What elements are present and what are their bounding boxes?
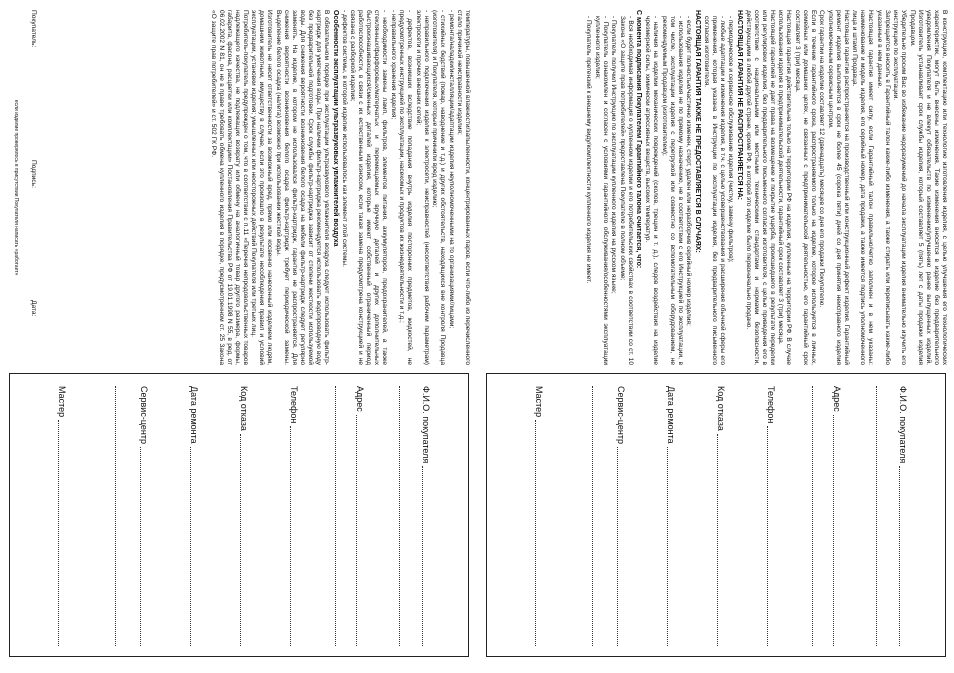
terms-paragraph: Настоящая гарантия действительна только на территории РФ на изделия, купленные на территории РФ. В случае использования изделия в предпринимательской деятельности, гарантийный срок составляет 3 (три) месяца.	[777, 10, 793, 365]
terms-paragraph: Если в течение гарантийного срока, распространяемого только на изделие, которое используется в личных, семейных или домашних целях, не связанных с предпринимательской деятельностью, его гарантийный срок составляет 3 (три) месяца.	[793, 10, 817, 365]
failure-code-label: Код отказа	[239, 386, 249, 431]
section-heading: С момента подписания Покупателем Гарантийного талона считается, что:	[635, 10, 643, 269]
notes-paragraph: Потребитель-покупатель предупрежден о том, что в соответствии с п.11 «Перечня непродовольственных товаров надлежащего качества, не подлежащих возврату или обмену на аналогичный товар другого размера, формы, габарита, фасона, расцветки или комплектации» Постановления Правительства РФ от 19.01.1998 N 55, в ред. от 06.02.2002 N 81, он не в праве требовать обмена купленного изделия в порядке, предусмотренном ст. 25 Закона «О защите прав потребителей» и ст. 502 ГК РФ.	[209, 10, 249, 365]
terms-paragraph: Настоящей гарантией не дает права на возмещение и покрытие ущерба, происшедшего в результате переделки или регулировки изделия, без предварительного письменного согласия изготовителя, с целью приведения его в соответствие с национальными или местными техническими стандартами и нормами безопасности, действующими в любой другой стране, кроме РФ, в которой это изделие было первоначально продано.	[744, 10, 776, 365]
notes-paragraph: - стихийных бедствий (пожар, наводнение и т.д.) и других обстоятельств, находящихся вне контроля Продавца (изготовителя) и Покупателя, которые причинили вред изделию;	[431, 10, 447, 365]
address-label: Адрес	[355, 386, 365, 412]
failure-code-field[interactable]	[238, 386, 278, 646]
buyer-name-field[interactable]	[420, 386, 460, 646]
notes-paragraph: Изготовитель не несет ответственности за возможный вред, прямо или косвенно нанесенный изделием людям, домашним животным, имуществу в случае, если это произошло в результате несоблюдения правил и условий эксплуатации, установки изделия; умышленных или неосторожных действий Покупателя или третьих лиц.	[250, 10, 274, 365]
warranty-section-1	[477, 0, 954, 673]
repair-record-form	[486, 373, 946, 657]
buyer-name-label: Ф.И.О. покупателя	[898, 386, 908, 464]
section-heading: НАСТОЯЩАЯ ГАРАНТИЯ ТАКЖЕ НЕ ПРЕДОСТАВЛЯЕТСЯ В СЛУЧАЯХ:	[693, 10, 701, 253]
phone-label: Телефон	[289, 386, 299, 424]
service-center-label: Сервис-центр	[616, 386, 626, 444]
address-field[interactable]	[354, 386, 394, 646]
notes-paragraph: - необходимости замены ламп, фильтров, элементов питания, аккумуляторов, предохранителей, а также стеклянных/фарфоровых/матерчатых и перемещаемых вручную деталей и других дополнительных быстроизнашивающихся/сменных деталей изделия, которые имеют собственный ограниченный период работоспособности, в связи с их естественным износом, если такая замена предусмотрена конструкцией и не связана с разборкой изделия;	[349, 10, 389, 365]
notes-paragraph: - ремонта/наладки/инсталляции/адаптации изделия неуполномоченными на то организациями/лицами;	[447, 10, 455, 329]
signature-label[interactable]: Подпись:	[30, 160, 37, 188]
buyer-signature-row	[23, 10, 37, 365]
master-label: Мастер	[534, 386, 544, 418]
list-item: - любые адаптации и изменения изделия, в т.ч. с целью усовершенствования и расширения обычной сферы его применения, которая указана в Инструкции по эксплуатации изделия, без предварительного письменного согласия изготовителя.	[702, 16, 726, 365]
notes-paragraph: В обязательном порядке при эксплуатации ультразвукового увлажнителя воздуха следует использовать фильтр-картридж для умягчения воды. При наличии фильтр-картриджа рекомендуется использовать водопроводную воду без предварительной подготовки. Срок службы фильтр-картриджа зависит от степени жесткости используемой воды. Для снижения вероятности возникновения белого осадка на мебели фильтр-картридж следует регулярно заменять. На изделие, в котором не использовался фильтр-картридж, гарантия не распространяется. Для снижения вероятности возникновения белого осадка фильтр-картридж требует периодической замены. Выделение белого осадка (налета) возможно при использовании жесткой воды.	[274, 10, 331, 365]
list-item: - наличия на изделии механических повреждений (сколов, трещин и т. д.), следов воздействия на изделие чрезмерной силы, химически агрессивных веществ, высоких температур.	[644, 16, 660, 365]
terms-paragraph: В конструкцию, комплектацию или технологию изготовления изделия, с целью улучшения его технологических характеристик, могут быть внесены изменения. Такие изменения вносятся в изделие без предварительного уведомления Покупателя и не влекут обязательств по изменению/улучшению ранее выпущенных изделий. Изготовитель устанавливает срок службы изделия, который составляет 5 (пять) лет с даты продажи изделия Продавцом.	[908, 10, 948, 365]
notes-paragraph: температуры, повышенной влажности/запыленности, концентрированных паров, если что-либо из перечисленного стало причиной неисправности изделия;	[455, 10, 471, 365]
address-label: Адрес	[832, 386, 842, 412]
list-item: - Покупатель ознакомлен и согласен с условиями гарантийного обслуживания/особенностями эксплуатации купленного изделия;	[593, 16, 609, 365]
notes-paragraph: - неправильного хранения изделия;	[389, 10, 397, 120]
buyer-name-label: Ф.И.О. покупателя	[421, 386, 431, 464]
list-item: - использования изделия не по прямому назначению, не в соответствии с его Инструкцией по эксплуатации, в том числе, эксплуатации изделия с перегрузкой или совместно со вспомогательным оборудованием, не рекомендуемым Продавцом (изготовителем);	[660, 16, 684, 365]
phone-field[interactable]	[765, 386, 805, 646]
terms-paragraph: Запрещается вносить в Гарантийный талон какие-либо изменения, а также стирать или переписывать какие-либо указанные в нем данные.	[875, 10, 891, 365]
service-center-label: Сервис-центр	[139, 386, 149, 444]
repair-date-label: Дата ремонта	[666, 386, 676, 444]
fine-print-note: если изделие проверялось в присутствии Покупателя написать «работает»	[13, 99, 19, 276]
buyer-label: Покупатель:	[30, 10, 37, 48]
service-center-field[interactable]	[615, 386, 655, 646]
list-item: - Покупатель получил Инструкцию по эксплуатации купленного изделия на русском языке;	[610, 16, 618, 294]
buyer-name-field[interactable]	[897, 386, 937, 646]
notes-paragraph: - дефектов, возникших вследствие попадания внутрь изделия посторонних предметов, жидкостей, не предусмотренных инструкцией по эксплуатации, насекомых и продуктов их жизнедеятельности и т.д.;	[398, 10, 414, 365]
repair-record-form	[9, 373, 469, 657]
list-item: - если будет полностью/частично изменен, стерт, удален или неразборчив серийный номер изделия;	[685, 16, 693, 326]
notes-paragraph: - дефектов системы, в которой изделие использовалось как элемент этой системы.	[340, 10, 348, 267]
exploitation-notes-text	[37, 10, 477, 365]
date-label[interactable]: Дата:	[30, 300, 37, 317]
list-item: - Вся необходимая информация о купленном изделии и его потребительских свойствах в соответствии со ст. 10 Закона «О защите прав потребителей» предоставлена Покупателю в полном объеме;	[618, 16, 634, 365]
terms-paragraph: Настоящая гарантия имеет силу, если Гарантийный талон правильно/четко заполнен и в нем указаны: наименование и модель изделия, его серийный номер, дата продажи, а также имеется подпись уполномоченного лица и штамп Продавца.	[851, 10, 875, 365]
list-item: - периодическое и сервисное обслуживание изделия (чистку, замену фильтров);	[727, 16, 735, 263]
failure-code-label: Код отказа	[716, 386, 726, 431]
repair-date-label: Дата ремонта	[189, 386, 199, 444]
failure-code-field[interactable]	[715, 386, 755, 646]
warranty-terms-text	[477, 10, 954, 365]
terms-paragraph: Срок гарантии на изделие составляет 12 (двенадцать) месяцев со дня его продажи Покупателю.	[818, 10, 826, 308]
address-field[interactable]	[831, 386, 871, 646]
master-label: Мастер	[57, 386, 67, 418]
list-item: - Покупатель претензий к внешнему виду/комплектности купленного изделия не имеет.	[585, 16, 593, 284]
repair-date-field[interactable]	[665, 386, 705, 646]
master-field[interactable]	[533, 386, 573, 646]
master-field[interactable]	[56, 386, 96, 646]
terms-paragraph: Убедительно просим Вас во избежание недоразумений до начала эксплуатации изделия внимательно изучить его инструкцию по эксплуатации.	[892, 10, 908, 365]
section-heading: Особенности эксплуатации ультразвуковых увлажнителей воздуха	[331, 10, 339, 247]
phone-field[interactable]	[288, 386, 328, 646]
phone-label: Телефон	[766, 386, 776, 424]
section-heading: НАСТОЯЩАЯ ГАРАНТИЯ НЕ РАСПРОСТРАНЯЕТСЯ НА:	[735, 10, 743, 200]
service-center-field[interactable]	[138, 386, 178, 646]
terms-paragraph: Настоящая гарантия распространяется на производственный или конструкционный дефект изделия. Гарантийный ремонт изделия выполняется в срок не более 45 (сорока пяти) дней со дня принятия неисправного изделия уполномоченным сервисным центром.	[826, 10, 850, 365]
repair-date-field[interactable]	[188, 386, 228, 646]
notes-paragraph: - неправильного подключения изделия к электросети, неисправностей (несоответствия рабочим параметрам) электросети и прочих внешних сетей;	[414, 10, 430, 365]
